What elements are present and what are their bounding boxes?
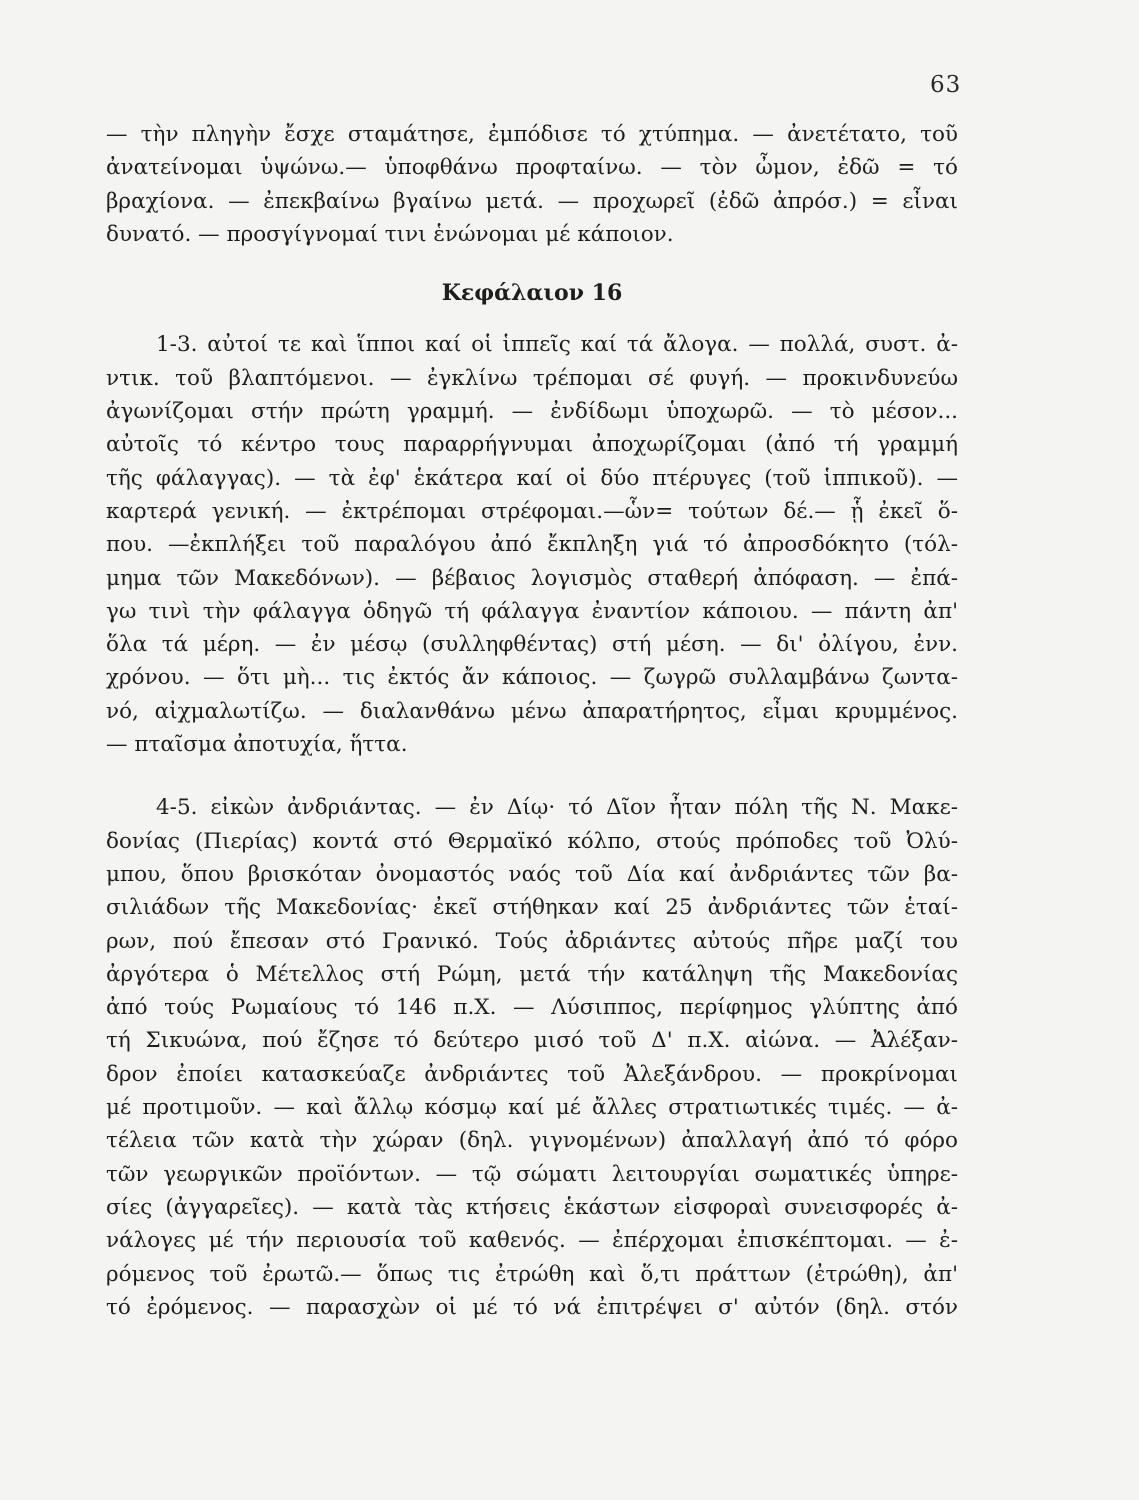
text-line: ρων, πού ἔπεσαν στό Γρανικό. Τούς ἀδριάντες αὐτούς πῆρε μαζί του bbox=[106, 928, 958, 954]
text-line: νάλογες μέ τήν περιουσία τοῦ καθενός. — ἐπέρχομαι ἐπισκέπτομαι. — ἐ- bbox=[106, 1228, 958, 1254]
text-line: δυνατό. — προσγίγνομαί τινι ἑνώνομαι μέ κάποιον. bbox=[106, 221, 674, 247]
text-line: χρόνου. — ὅτι μὴ... τις ἐκτός ἄν κάποιος. — ζωγρῶ συλλαμβάνω ζωντα- bbox=[106, 665, 958, 691]
text-line: νό, αἰχμαλωτίζω. — διαλανθάνω μένω ἀπαρατήρητος, εἶμαι κρυμμένος. bbox=[106, 698, 958, 724]
text-line: τό ἐρόμενος. — παρασχὼν οἱ μέ τό νά ἐπιτρέψει σ' αὐτόν (δηλ. στόν bbox=[106, 1294, 958, 1320]
commentary-text bbox=[106, 118, 958, 1324]
text-line: ἀργότερα ὁ Μέτελλος στή Ρώμη, μετά τήν κατάληψη τῆς Μακεδονίας bbox=[106, 961, 958, 987]
text-line: τῶν γεωργικῶν προϊόντων. — τῷ σώματι λειτουργίαι σωματικές ὑπηρε- bbox=[106, 1161, 958, 1187]
text-line: ἀπό τούς Ρωμαίους τό 146 π.Χ. — Λύσιππος, περίφημος γλύπτης ἀπό bbox=[106, 995, 958, 1021]
text-line: αὐτοῖς τό κέντρο τους παραρρήγνυμαι ἀποχωρίζομαι (ἀπό τή γραμμή bbox=[106, 432, 958, 458]
text-line: τέλεια τῶν κατὰ τὴν χώραν (δηλ. γιγνομένων) ἀπαλλαγή ἀπό τό φόρο bbox=[106, 1128, 958, 1154]
paragraph-2 bbox=[106, 328, 958, 761]
text-line: βραχίονα. — ἐπεκβαίνω βγαίνω μετά. — προχωρεῖ (ἐδῶ ἀπρόσ.) = εἶναι bbox=[106, 188, 958, 214]
text-line: 1-3. αὐτοί τε καὶ ἵπποι καί οἱ ἱππεῖς καί τά ἄλογα. — πολλά, συστ. ἀ- bbox=[156, 332, 958, 358]
text-line: σιλιάδων τῆς Μακεδονίας· ἐκεῖ στήθηκαν καί 25 ἀνδριάντες τῶν ἑταί- bbox=[106, 895, 958, 921]
text-line: ἀγωνίζομαι στήν πρώτη γραμμή. — ἐνδίδωμι ὑποχωρῶ. — τὸ μέσον... bbox=[106, 399, 958, 425]
text-line: — πταῖσμα ἀποτυχία, ἥττα. bbox=[106, 732, 408, 758]
text-line: μπου, ὅπου βρισκόταν ὀνομαστός ναός τοῦ Δία καί ἀνδριάντες τῶν βα- bbox=[106, 861, 958, 887]
text-line: καρτερά γενική. — ἐκτρέπομαι στρέφομαι.—ὧν= τούτων δέ.— ᾗ ἐκεῖ ὅ- bbox=[106, 498, 958, 524]
text-line: ρόμενος τοῦ ἐρωτῶ.— ὅπως τις ἐτρώθη καὶ ὅ,τι πράττων (ἐτρώθη), ἀπ' bbox=[106, 1261, 958, 1287]
text-line: μέ προτιμοῦν. — καὶ ἄλλῳ κόσμῳ καί μέ ἄλλες στρατιωτικές τιμές. — ἀ- bbox=[106, 1095, 958, 1121]
text-line: μημα τῶν Μακεδόνων). — βέβαιος λογισμὸς σταθερή ἀπόφαση. — ἐπά- bbox=[106, 565, 958, 591]
text-line: δονίας (Πιερίας) κοντά στό Θερμαϊκό κόλπο, στούς πρόποδες τοῦ Ὀλύ- bbox=[106, 828, 958, 854]
text-line: τή Σικυώνα, πού ἔζησε τό δεύτερο μισό τοῦ Δ' π.Χ. αἰώνα. — Ἀλέξαν- bbox=[106, 1028, 958, 1054]
text-line: γω τινὶ τὴν φάλαγγα ὁδηγῶ τή φάλαγγα ἐναντίον κάποιου. — πάντη ἀπ' bbox=[106, 598, 958, 624]
text-line: — τὴν πληγὴν ἔσχε σταμάτησε, ἐμπόδισε τό χτύπημα. — ἀνετέτατο, τοῦ bbox=[106, 122, 958, 147]
text-line: ντικ. τοῦ βλαπτόμενοι. — ἐγκλίνω τρέπομαι σέ φυγή. — προκινδυνεύω bbox=[106, 365, 958, 391]
page-number: 63 bbox=[930, 72, 962, 98]
text-line: τῆς φάλαγγας). — τὰ ἐφ' ἑκάτερα καί οἱ δύο πτέρυγες (τοῦ ἱππικοῦ). — bbox=[106, 465, 958, 491]
paragraph-spacer bbox=[106, 761, 958, 791]
text-line: ὅλα τά μέρη. — ἐν μέσῳ (συλληφθέντας) στή μέση. — δι' ὀλίγου, ἐνν. bbox=[106, 632, 958, 658]
paragraph-1 bbox=[106, 118, 958, 251]
text-line: δρον ἐποίει κατασκεύαζε ἀνδριάντες τοῦ Ἀλεξάνδρου. — προκρίνομαι bbox=[106, 1061, 958, 1087]
paragraph-3 bbox=[106, 791, 958, 1324]
text-line: ἀνατείνομαι ὑψώνω.— ὑποφθάνω προφταίνω. — τὸν ὦμον, ἐδῶ = τό bbox=[106, 155, 958, 181]
text-line: 4-5. εἰκὼν ἀνδριάντας. — ἐν Δίῳ· τό Δῖον ἦταν πόλη τῆς Ν. Μακε- bbox=[156, 795, 958, 821]
chapter-heading: Κεφάλαιον 16 bbox=[441, 280, 623, 307]
text-line: σίες (ἀγγαρεῖες). — κατὰ τὰς κτήσεις ἑκάστων εἰσφοραὶ συνεισφορές ἀ- bbox=[106, 1194, 958, 1220]
text-line: που. —ἐκπλήξει τοῦ παραλόγου ἀπό ἔκπληξη γιά τό ἀπροσδόκητο (τόλ- bbox=[106, 532, 958, 558]
